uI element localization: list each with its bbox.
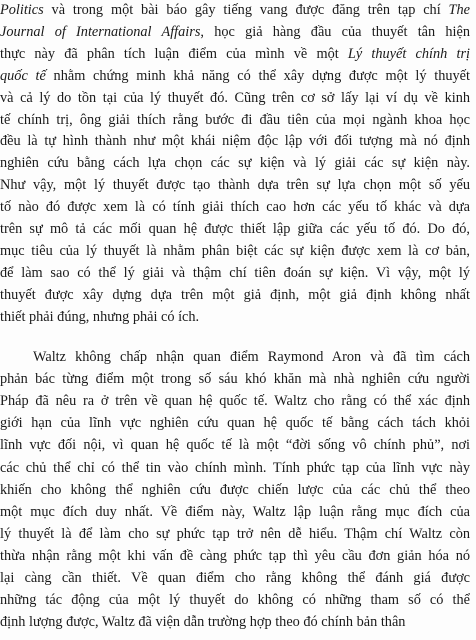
text-segment: mục tiêu của lý thuyết là nhằm phân biệt các sự kiện được xem là cơ bản, — [0, 242, 470, 259]
text-line — [0, 502, 470, 522]
text-segment: lĩnh vực đối nội, vì quan hệ quốc tế là một “đời sống vô chính phủ”, nơi — [0, 437, 470, 454]
text-line — [0, 480, 470, 500]
text-segment: nhằm chứng minh khả năng có thể xây dựng được một lý thuyết — [45, 67, 470, 84]
text-segment: , học giả hàng đầu của thuyết tân hiện — [200, 23, 470, 40]
italic-text: Politics — [0, 2, 44, 18]
text-line — [0, 175, 470, 195]
text-line — [0, 285, 470, 305]
text-segment: để làm sao có thể lý giải và thậm chí tiên đoán sự kiện. Vì vậy, một lý — [0, 264, 470, 281]
text-segment: thực này đã phân tích luận điểm của mình về một — [0, 45, 348, 62]
text-line — [0, 263, 470, 283]
text-segment: tế chính trị, ông giải thích rằng bước đi đầu tiên của mọi ngành khoa học — [0, 111, 470, 128]
text-segment: định lượng được, Waltz đã viện dẫn trường hợp theo đó chính bản thân — [0, 614, 406, 631]
text-line — [0, 391, 470, 411]
text-segment: thừa nhận rằng một khi vấn đề càng phức tạp thì yêu cầu đơn giản hóa nó — [0, 547, 470, 564]
text-segment: trên sự mô tả các mối quan hệ được thiết lập giữa các yếu tố đó. Do đó, — [0, 221, 470, 237]
text-segment: các chủ thể chỉ có thể tin vào chính mình. Tính phức tạp của lĩnh vực này — [0, 459, 470, 476]
text-segment: những tác động của một lý thuyết do không có những tham số có thể — [0, 592, 470, 609]
text-line — [0, 369, 470, 389]
text-line — [0, 413, 470, 433]
text-segment: một mục đích duy nhất. Về điểm này, Waltz lập luận rằng mục đích của — [0, 503, 470, 520]
text-segment: nghiên cứu bằng cách lựa chọn các sự kiện và lý giải các sự kiện này. — [0, 155, 470, 172]
text-line — [0, 88, 470, 108]
text-line — [0, 66, 470, 86]
text-segment: lý thuyết là để làm cho sự phức tạp trở nên dễ hiểu. Thậm chí Waltz còn — [0, 525, 470, 542]
text-line — [0, 546, 470, 566]
text-segment: giới hạn của lĩnh vực nghiên cứu quan hệ quốc tế bằng cách tách khỏi — [0, 415, 470, 432]
text-segment: Waltz không chấp nhận quan điểm Raymond Aron và đã tìm cách — [33, 349, 470, 365]
text-line — [0, 131, 470, 151]
text-line — [0, 110, 470, 130]
text-segment: phản bác từng điểm một trong số sáu khó khăn mà nhà nghiên cứu người — [0, 371, 470, 388]
text-line — [0, 197, 470, 217]
text-segment: khiến cho không thể nghiên cứu được chiến lược của các chủ thể theo — [0, 481, 470, 498]
italic-text: Lý thuyết chính trị — [347, 45, 470, 62]
text-line — [0, 612, 470, 632]
italic-text: The — [448, 2, 470, 18]
text-segment: và cả lý do tồn tại của lý thuyết đó. Cũng trên cơ sở lấy lại ví dụ về kinh — [0, 89, 470, 106]
text-line — [0, 307, 470, 327]
text-line — [0, 219, 470, 239]
text-segment: thuyết được xây dựng dựa trên một giả định, một giả định không nhất — [0, 286, 470, 303]
text-segment: Pháp đã nêu ra ở trên về quan hệ quốc tế. Waltz cho rằng có thể xác định — [0, 393, 470, 410]
text-line — [0, 153, 470, 173]
italic-text: Journal of International Affairs — [0, 23, 201, 40]
text-line — [0, 22, 470, 42]
text-line — [0, 435, 470, 455]
text-line — [0, 590, 470, 610]
text-line — [0, 458, 470, 478]
text-segment: đều là tự hình thành như một khái niệm độc lập với đối tượng mà nó định — [0, 133, 470, 150]
text-line — [0, 524, 470, 544]
italic-text: quốc tế — [0, 67, 46, 84]
text-line — [0, 44, 470, 64]
text-segment: và trong một bài báo gây tiếng vang được đăng trên tạp chí — [43, 2, 449, 18]
text-line — [0, 241, 470, 261]
text-segment: thiết phải đúng, nhưng phải có ích. — [0, 308, 200, 325]
text-line — [0, 347, 470, 367]
text-segment: lại càng cần thiết. Về quan điểm cho rằng không thể đánh giá được — [0, 570, 470, 586]
text-line — [0, 568, 470, 588]
text-segment: Như vậy, một lý thuyết được tạo thành dựa trên sự lựa chọn một số yếu — [0, 177, 470, 194]
text-line — [0, 0, 470, 20]
text-segment: tố nào đó được xem là có tính giải thích cao hơn các yếu tố khác và dựa — [0, 199, 470, 216]
